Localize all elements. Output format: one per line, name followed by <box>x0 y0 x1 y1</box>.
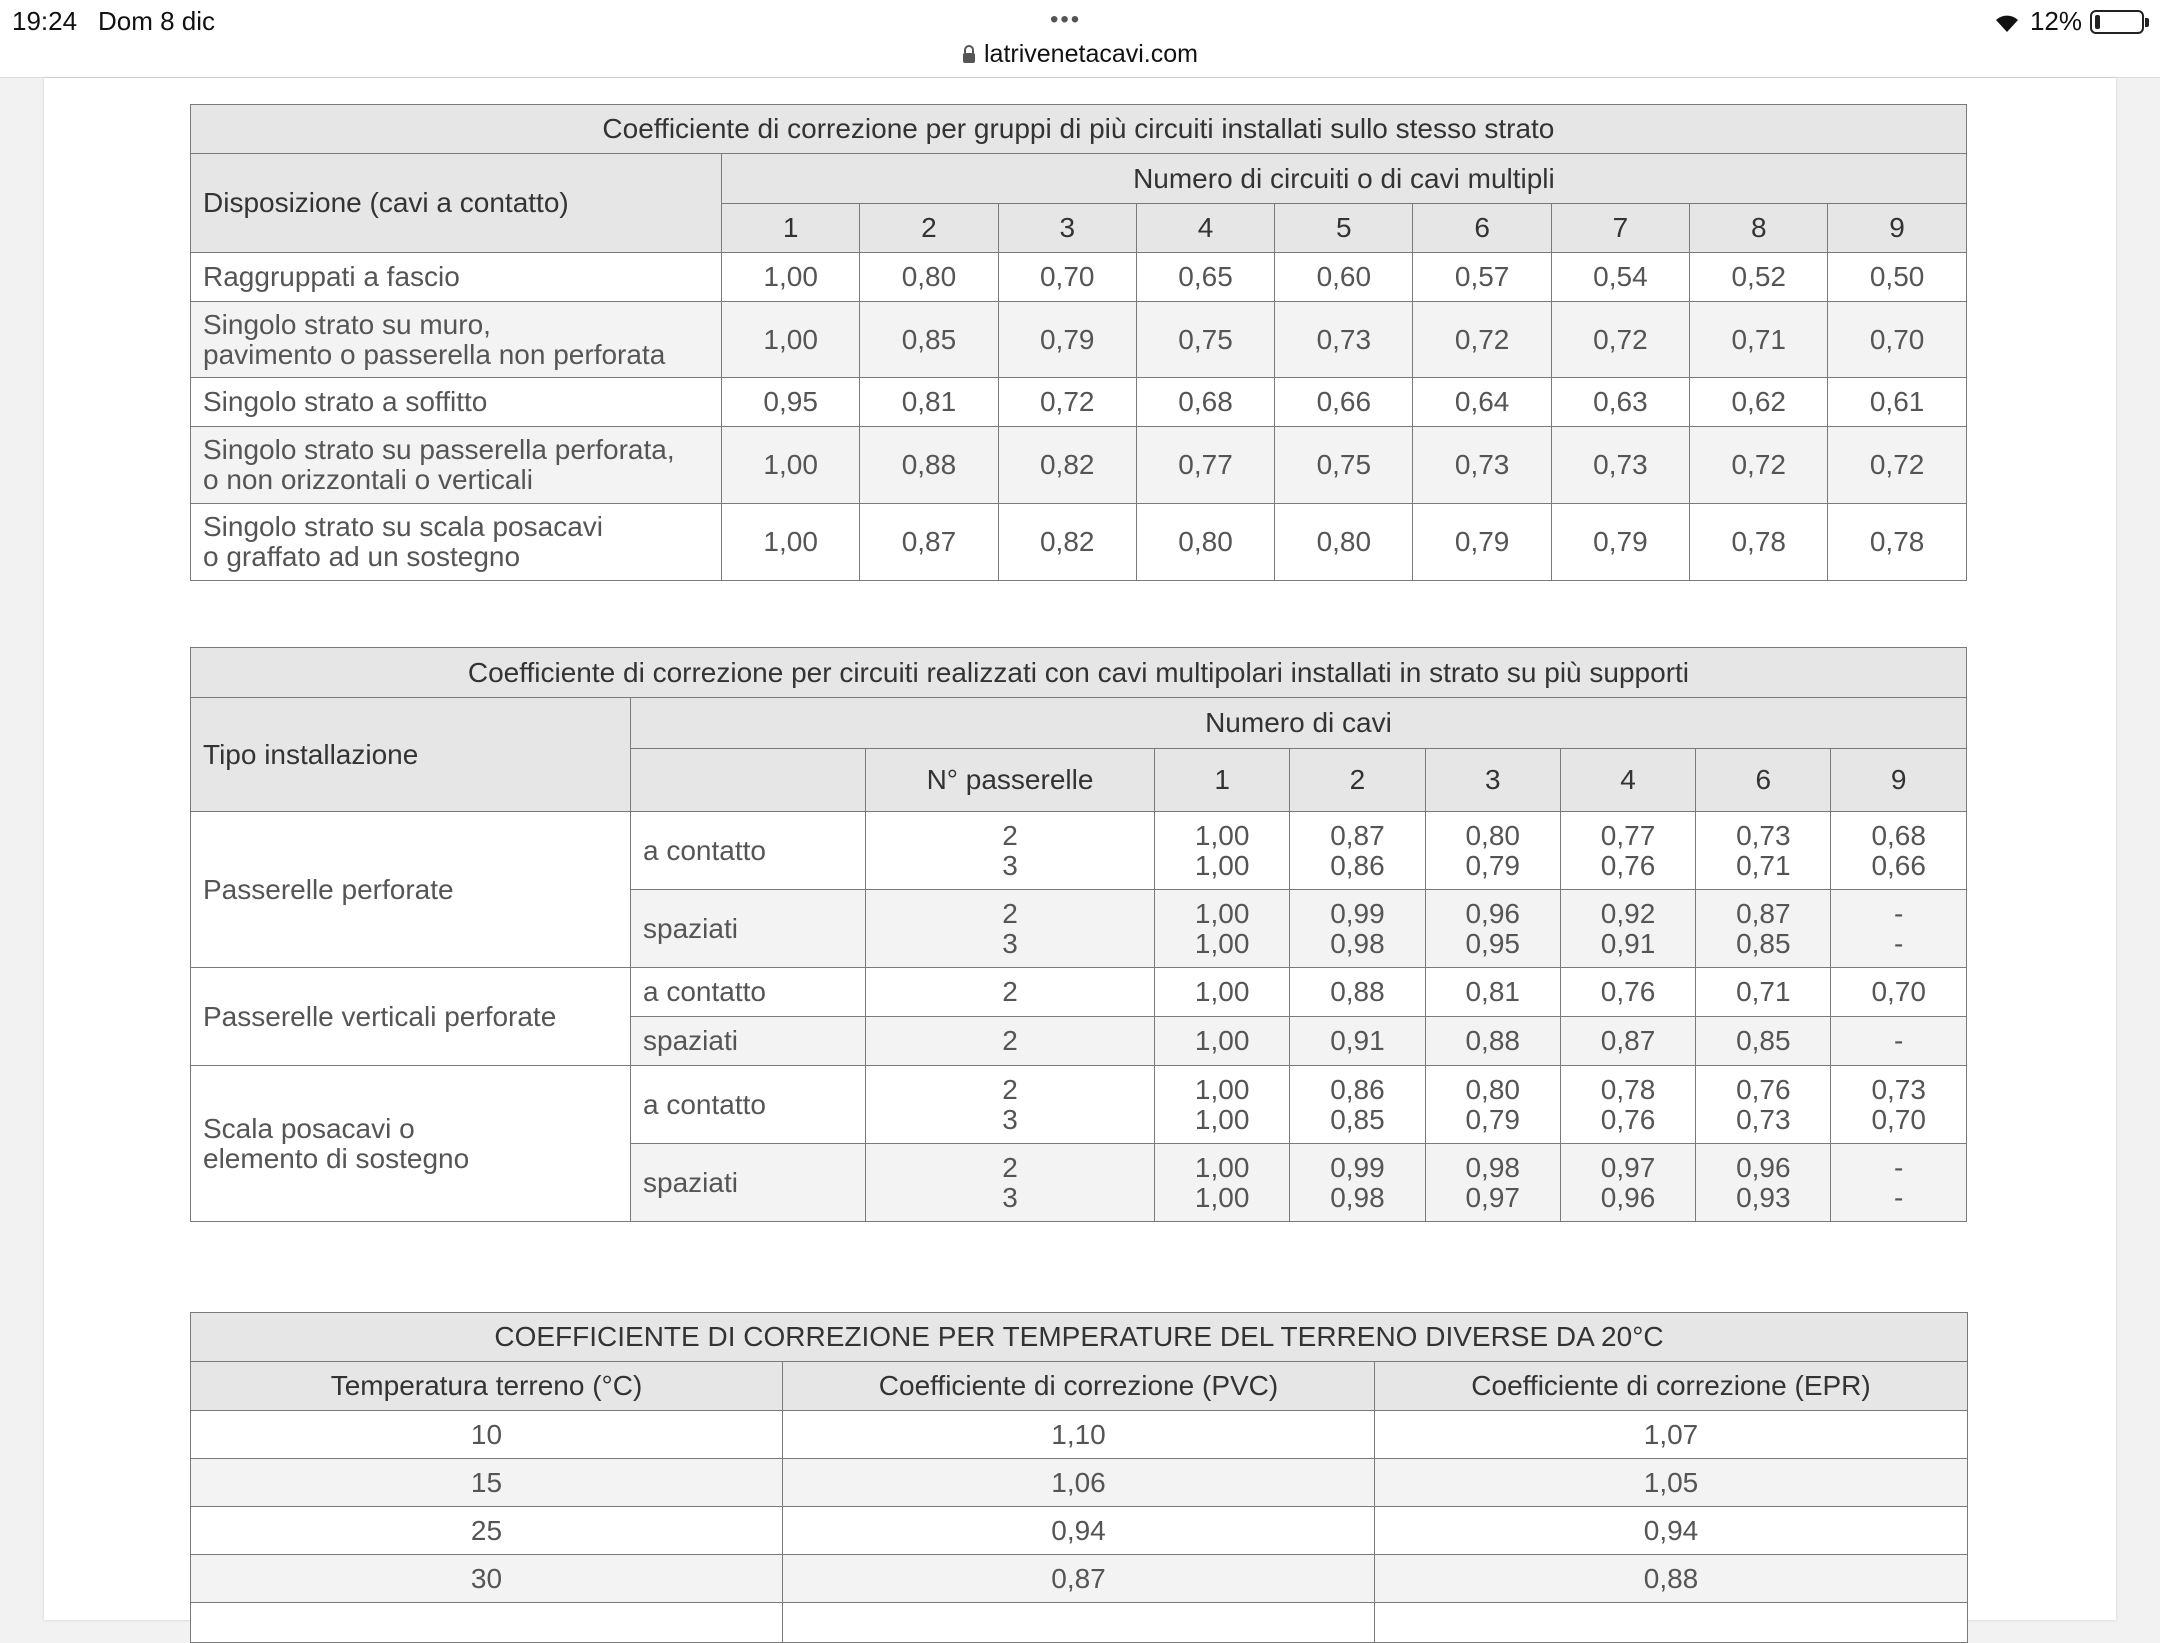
table1-cell: 0,72 <box>1413 302 1551 378</box>
table2-col-header: 4 <box>1560 749 1695 812</box>
table1-cell: 0,81 <box>860 378 998 427</box>
cell-value: 0,70 <box>1871 1103 1926 1135</box>
table-row <box>191 812 1967 890</box>
row-label-line2: o graffato ad un sostegno <box>203 541 521 572</box>
table1-col-header: 5 <box>1275 204 1413 253</box>
group-label-line1: Passerelle perforate <box>203 873 454 905</box>
cell-value: 1,00 <box>1194 1103 1250 1135</box>
status-date: Dom 8 dic <box>98 6 216 36</box>
cell-value: 0,76 <box>1600 849 1656 881</box>
cell-value: 0,87 <box>1736 897 1791 929</box>
cell-value: 1,00 <box>1194 897 1250 929</box>
table2-passerelle-count <box>866 1144 1155 1222</box>
battery-percent: 12% <box>2029 6 2082 36</box>
table1-cell: 0,79 <box>998 302 1136 378</box>
table2-cell <box>1560 968 1695 1017</box>
cell-value: 0,96 <box>1465 897 1520 929</box>
cell-value: 1,00 <box>1194 1025 1250 1056</box>
battery-fill <box>2095 15 2100 29</box>
cell-value: 1,00 <box>1194 819 1250 851</box>
table2-passerelle-count <box>866 1066 1155 1144</box>
cell-value: 0,95 <box>1465 927 1520 959</box>
table1-cell: 0,65 <box>1136 253 1274 302</box>
cell-value: - <box>1894 897 1904 929</box>
table1-col-header: 4 <box>1136 204 1274 253</box>
table1-cell: 0,62 <box>1690 378 1828 427</box>
table1-cell: 0,78 <box>1690 504 1828 581</box>
row-label-line2: o non orizzontali o verticali <box>203 464 533 495</box>
table2-cell <box>1696 812 1831 890</box>
table3-cell: 1,06 <box>783 1459 1375 1507</box>
table2-cell <box>1560 1144 1695 1222</box>
table2-col-header: 2 <box>1290 749 1425 812</box>
cell-value: 0,85 <box>1736 927 1791 959</box>
table3-cell <box>191 1603 783 1643</box>
cell-value: 1,00 <box>1194 976 1250 1007</box>
passerelle-value: 2 <box>1002 1073 1018 1105</box>
row-label-line1: Singolo strato su scala posacavi <box>203 511 603 542</box>
more-dots-icon[interactable]: ••• <box>1050 6 1082 33</box>
table1-col-header: 3 <box>998 204 1136 253</box>
table2-passerelle-count <box>866 1017 1155 1066</box>
table1-cell: 0,57 <box>1413 253 1551 302</box>
table2-cell <box>1696 1017 1831 1066</box>
cell-value: 1,00 <box>1194 1151 1250 1183</box>
table2-cell <box>1831 1017 1966 1066</box>
table3-cell: 25 <box>191 1507 783 1555</box>
table1-cell: 0,68 <box>1136 378 1274 427</box>
table2-cell <box>1831 968 1966 1017</box>
table2-mode: a contatto <box>631 812 866 890</box>
table2-cell <box>1425 1144 1560 1222</box>
table1-cell: 0,75 <box>1275 427 1413 504</box>
table1-row-label <box>191 302 722 378</box>
cell-value: 0,76 <box>1600 1103 1656 1135</box>
cell-value: 0,73 <box>1736 1103 1791 1135</box>
cell-value: 0,77 <box>1600 819 1656 851</box>
group-label-line1: Scala posacavi o <box>203 1112 415 1144</box>
cell-value: 1,00 <box>1194 1073 1250 1105</box>
table3-col-header: Coefficiente di correzione (PVC) <box>783 1362 1375 1411</box>
cell-value: 0,87 <box>1330 819 1385 851</box>
passerelle-value: 3 <box>1002 1181 1018 1213</box>
table2-cell <box>1155 1066 1290 1144</box>
cell-value: 0,80 <box>1465 1073 1520 1105</box>
table1-cell: 0,85 <box>860 302 998 378</box>
table1-cell: 0,73 <box>1551 427 1689 504</box>
table1-row-label <box>191 427 722 504</box>
table2-cell <box>1155 968 1290 1017</box>
table1-cell: 1,00 <box>722 302 860 378</box>
table2-passerelle-count <box>866 890 1155 968</box>
cell-value: 1,00 <box>1194 927 1250 959</box>
table3-col-header: Temperatura terreno (°C) <box>191 1362 783 1411</box>
table-row <box>191 504 1967 581</box>
cell-value: 0,73 <box>1736 819 1791 851</box>
table2-column-group: Numero di cavi <box>631 698 1967 749</box>
table2-group-label <box>191 812 631 968</box>
table3-cell: 1,07 <box>1375 1411 1968 1459</box>
table3-cell <box>1375 1603 1968 1643</box>
passerelle-value: 2 <box>1002 976 1018 1007</box>
circuit-groups-table <box>190 104 1967 581</box>
wifi-icon <box>1992 10 2022 34</box>
web-page <box>44 78 2116 1620</box>
table2-mode: spaziati <box>631 890 866 968</box>
table2-cell <box>1155 890 1290 968</box>
table1-cell: 0,72 <box>1551 302 1689 378</box>
cell-value: 0,88 <box>1330 976 1385 1007</box>
table2-cell <box>1425 1017 1560 1066</box>
cell-value: 0,97 <box>1600 1151 1656 1183</box>
table1-cell: 0,78 <box>1828 504 1966 581</box>
table1-cell: 0,64 <box>1413 378 1551 427</box>
cell-value: 0,80 <box>1465 819 1520 851</box>
table3-title: COEFFICIENTE DI CORREZIONE PER TEMPERATURE DEL TERRENO DIVERSE DA 20°C <box>191 1313 1968 1362</box>
table-row-cutoff <box>191 1603 1968 1643</box>
table2-cell <box>1696 1144 1831 1222</box>
cell-value: 0,98 <box>1465 1151 1520 1183</box>
table-row <box>191 302 1967 378</box>
table2-cell <box>1560 1017 1695 1066</box>
table2-cell <box>1290 1066 1425 1144</box>
table1-cell: 0,61 <box>1828 378 1966 427</box>
cell-value: 0,99 <box>1330 1151 1385 1183</box>
table2-mode: spaziati <box>631 1144 866 1222</box>
table3-cell <box>783 1603 1375 1643</box>
table1-cell: 0,80 <box>860 253 998 302</box>
table2-cell <box>1831 1066 1966 1144</box>
row-label-line1: Singolo strato a soffitto <box>203 386 488 417</box>
table2-cell <box>1560 1066 1695 1144</box>
cell-value: 0,81 <box>1465 976 1520 1007</box>
cell-value: 0,78 <box>1600 1073 1656 1105</box>
cell-value: 0,87 <box>1600 1025 1656 1056</box>
table2-passerelle-count <box>866 968 1155 1017</box>
passerelle-value: 3 <box>1002 927 1018 959</box>
table2-cell <box>1155 1017 1290 1066</box>
table1-cell: 0,70 <box>1828 302 1966 378</box>
table2-cell <box>1425 1066 1560 1144</box>
table1-cell: 0,80 <box>1275 504 1413 581</box>
table1-cell: 0,87 <box>860 504 998 581</box>
table1-cell: 0,88 <box>860 427 998 504</box>
table2-cell <box>1696 968 1831 1017</box>
table3-cell: 0,88 <box>1375 1555 1968 1603</box>
cell-value: 0,79 <box>1465 849 1520 881</box>
table1-cell: 0,82 <box>998 504 1136 581</box>
table1-col-header: 9 <box>1828 204 1966 253</box>
table2-passerelle-count <box>866 812 1155 890</box>
table2-col-header: 9 <box>1831 749 1966 812</box>
table1-cell: 0,75 <box>1136 302 1274 378</box>
table3-cell: 0,87 <box>783 1555 1375 1603</box>
cell-value: 0,96 <box>1600 1181 1656 1213</box>
table1-cell: 0,54 <box>1551 253 1689 302</box>
table2-cell <box>1831 1144 1966 1222</box>
table1-cell: 0,77 <box>1136 427 1274 504</box>
table1-cell: 0,60 <box>1275 253 1413 302</box>
cell-value: 0,88 <box>1465 1025 1520 1056</box>
table1-cell: 0,66 <box>1275 378 1413 427</box>
passerelle-value: 3 <box>1002 849 1018 881</box>
table2-mode: a contatto <box>631 968 866 1017</box>
table2-col-header: 3 <box>1425 749 1560 812</box>
table2-cell <box>1831 812 1966 890</box>
table1-cell: 0,95 <box>722 378 860 427</box>
lock-icon <box>962 45 976 63</box>
table1-title: Coefficiente di correzione per gruppi di più circuiti installati sullo stesso strato <box>191 105 1967 154</box>
table2-cell <box>1696 1066 1831 1144</box>
table-row <box>191 1411 1968 1459</box>
table2-title: Coefficiente di correzione per circuiti realizzati con cavi multipolari installati in strato su più supporti <box>191 648 1967 698</box>
table3-cell: 0,94 <box>1375 1507 1968 1555</box>
table1-cell: 1,00 <box>722 427 860 504</box>
passerelle-value: 2 <box>1002 897 1018 929</box>
table2-cell <box>1696 890 1831 968</box>
table-row <box>191 378 1967 427</box>
cell-value: 0,66 <box>1871 849 1926 881</box>
table3-cell: 30 <box>191 1555 783 1603</box>
row-label-line1: Singolo strato su muro, <box>203 308 491 340</box>
table1-row-label <box>191 504 722 581</box>
status-right <box>1992 6 2144 37</box>
cell-value: 0,98 <box>1330 927 1385 959</box>
table2-cell <box>1290 890 1425 968</box>
cell-value: 0,71 <box>1736 849 1791 881</box>
passerelle-value: 3 <box>1002 1103 1018 1135</box>
battery-icon <box>2090 10 2144 34</box>
table2-cell <box>1425 890 1560 968</box>
table1-cell: 1,00 <box>722 253 860 302</box>
table1-cell: 0,50 <box>1828 253 1966 302</box>
table3-cell: 1,10 <box>783 1411 1375 1459</box>
multi-support-table <box>190 647 1967 1222</box>
cell-value: 0,93 <box>1736 1181 1791 1213</box>
table1-cell: 0,72 <box>1828 427 1966 504</box>
cell-value: - <box>1894 927 1904 959</box>
table-row <box>191 253 1967 302</box>
cell-value: 0,68 <box>1871 819 1926 851</box>
table1-cell: 0,79 <box>1551 504 1689 581</box>
table1-col-header: 1 <box>722 204 860 253</box>
table2-cell <box>1290 968 1425 1017</box>
table3-col-header: Coefficiente di correzione (EPR) <box>1375 1362 1968 1411</box>
table2-group-label <box>191 968 631 1066</box>
table-row <box>191 1507 1968 1555</box>
cell-value: 0,70 <box>1871 976 1926 1007</box>
row-label-line1: Singolo strato su passerella perforata, <box>203 434 675 465</box>
table1-cell: 0,80 <box>1136 504 1274 581</box>
table2-cell <box>1155 1144 1290 1222</box>
table1-row-label <box>191 253 722 302</box>
cell-value: 0,85 <box>1736 1025 1791 1056</box>
cell-value: 0,96 <box>1736 1151 1791 1183</box>
table2-cell <box>1425 968 1560 1017</box>
table3-cell: 15 <box>191 1459 783 1507</box>
cell-value: 0,91 <box>1600 927 1656 959</box>
clock-time: 19:24 <box>12 6 78 36</box>
table2-cell <box>1831 890 1966 968</box>
table1-cell: 1,00 <box>722 504 860 581</box>
cell-value: 0,76 <box>1600 976 1656 1007</box>
table1-cell: 0,79 <box>1413 504 1551 581</box>
passerelle-value: 2 <box>1002 1025 1018 1056</box>
table3-cell: 0,94 <box>783 1507 1375 1555</box>
passerelle-value: 2 <box>1002 819 1018 851</box>
cell-value: - <box>1894 1151 1904 1183</box>
table1-row-header: Disposizione (cavi a contatto) <box>191 154 722 253</box>
table2-cell <box>1425 812 1560 890</box>
status-bar <box>0 0 2160 78</box>
cell-value: - <box>1894 1181 1904 1213</box>
cell-value: 0,76 <box>1736 1073 1791 1105</box>
table-row <box>191 1459 1968 1507</box>
table3-cell: 1,05 <box>1375 1459 1968 1507</box>
table1-cell: 0,72 <box>1690 427 1828 504</box>
table2-group-label <box>191 1066 631 1222</box>
table1-cell: 0,63 <box>1551 378 1689 427</box>
cell-value: 0,73 <box>1871 1073 1926 1105</box>
cell-value: 0,92 <box>1600 897 1656 929</box>
table2-mode: spaziati <box>631 1017 866 1066</box>
table1-col-header: 6 <box>1413 204 1551 253</box>
cell-value: 0,98 <box>1330 1181 1385 1213</box>
table2-col-header: 6 <box>1696 749 1831 812</box>
table1-cell: 0,52 <box>1690 253 1828 302</box>
table1-col-header: 2 <box>860 204 998 253</box>
cell-value: 0,85 <box>1330 1103 1385 1135</box>
table2-mode: a contatto <box>631 1066 866 1144</box>
row-label-line1: Raggruppati a fascio <box>203 261 460 292</box>
table2-cell <box>1560 812 1695 890</box>
table1-row-label <box>191 378 722 427</box>
table1-cell: 0,70 <box>998 253 1136 302</box>
table-row <box>191 427 1967 504</box>
passerelle-value: 2 <box>1002 1151 1018 1183</box>
table1-col-header: 7 <box>1551 204 1689 253</box>
cell-value: 0,97 <box>1465 1181 1520 1213</box>
table-row <box>191 1066 1967 1144</box>
table-row <box>191 1555 1968 1603</box>
table2-row-header: Tipo installazione <box>191 698 631 812</box>
group-label-line2: elemento di sostegno <box>203 1142 470 1174</box>
soil-temperature-table <box>190 1312 1968 1643</box>
table1-cell: 0,73 <box>1275 302 1413 378</box>
table2-col-header: 1 <box>1155 749 1290 812</box>
group-label-line1: Passerelle verticali perforate <box>203 1000 557 1032</box>
table1-col-header: 8 <box>1690 204 1828 253</box>
table2-cell <box>1155 812 1290 890</box>
table2-empty-header <box>631 749 866 812</box>
table2-cell <box>1560 890 1695 968</box>
cell-value: 0,79 <box>1465 1103 1520 1135</box>
table2-cell <box>1290 1017 1425 1066</box>
table2-passerelle-header: N° passerelle <box>866 749 1155 812</box>
cell-value: 0,71 <box>1736 976 1791 1007</box>
cell-value: 1,00 <box>1194 849 1250 881</box>
row-label-line2: pavimento o passerella non perforata <box>203 338 666 370</box>
table1-cell: 0,82 <box>998 427 1136 504</box>
table2-cell <box>1290 812 1425 890</box>
address-bar[interactable] <box>0 40 2160 69</box>
table1-column-group: Numero di circuiti o di cavi multipli <box>722 154 1967 204</box>
cell-value: 0,86 <box>1330 1073 1385 1105</box>
table1-cell: 0,73 <box>1413 427 1551 504</box>
cell-value: - <box>1894 1025 1904 1056</box>
table3-cell: 10 <box>191 1411 783 1459</box>
url-text: latrivenetacavi.com <box>984 40 1198 68</box>
cell-value: 0,99 <box>1330 897 1385 929</box>
cell-value: 0,86 <box>1330 849 1385 881</box>
table1-cell: 0,72 <box>998 378 1136 427</box>
table-row <box>191 968 1967 1017</box>
table1-cell: 0,71 <box>1690 302 1828 378</box>
cell-value: 1,00 <box>1194 1181 1250 1213</box>
cell-value: 0,91 <box>1330 1025 1385 1056</box>
table2-cell <box>1290 1144 1425 1222</box>
